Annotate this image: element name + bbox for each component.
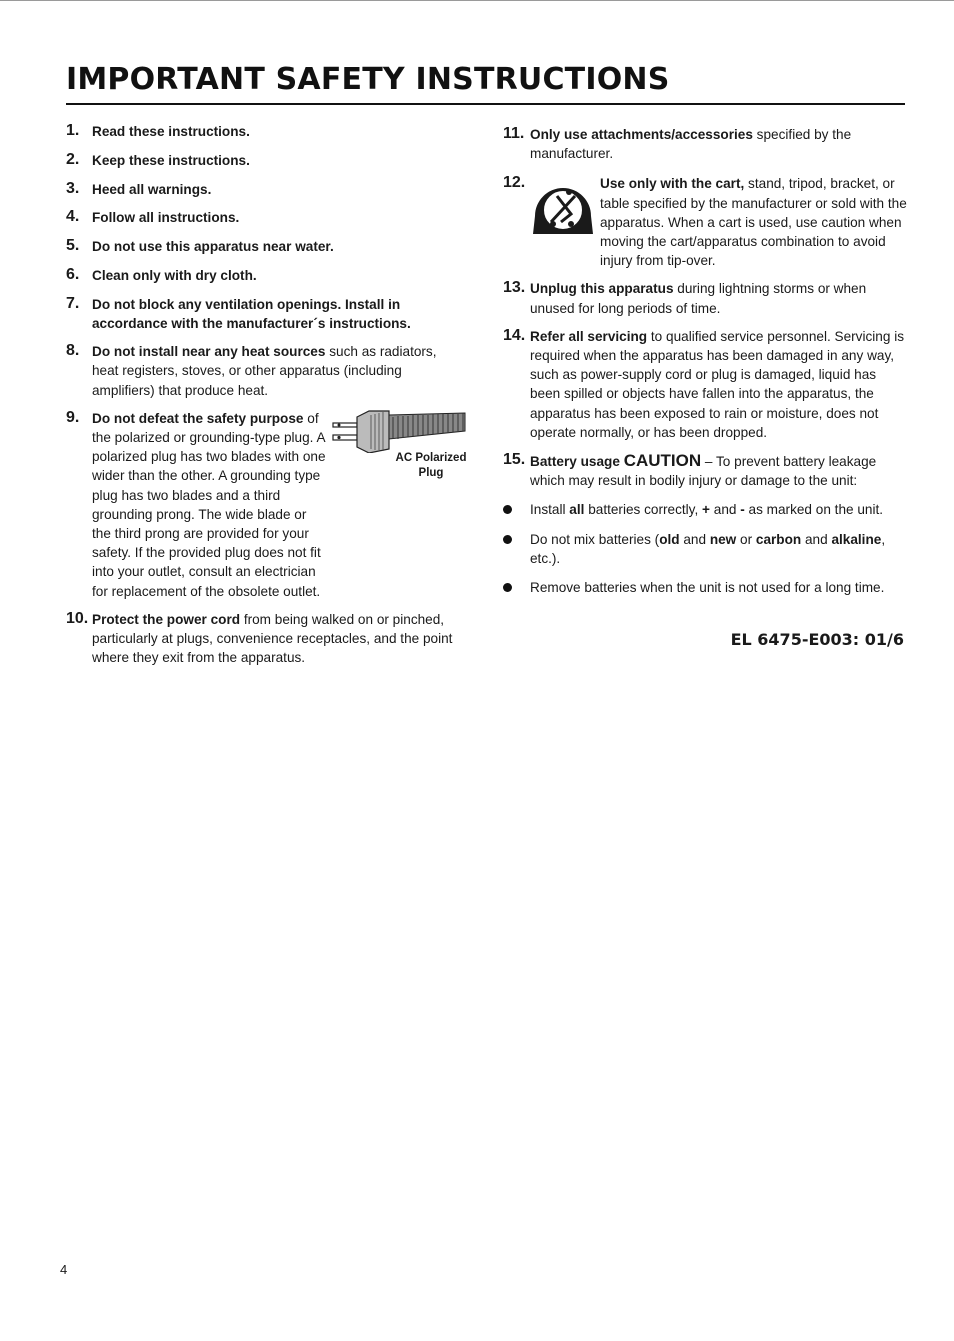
item-9-wrap-text	[92, 409, 327, 601]
battery-bullet-1	[503, 500, 907, 519]
item-12-wrap-text	[600, 174, 907, 270]
item-body-text: specified by the manufacturer.	[530, 127, 852, 162]
bullet-text: Do not mix batteries (	[530, 531, 660, 547]
plug-caption	[391, 451, 471, 481]
plug-caption-line1: AC Polarized	[395, 451, 467, 464]
instruction-item-13	[503, 279, 907, 317]
top-border-line	[0, 0, 954, 1]
item-number: 12.	[503, 174, 526, 192]
item-body-text: – To prevent battery leakage which may result in bodily injury or damage to the unit:	[530, 454, 877, 489]
item-number: 14.	[503, 326, 526, 344]
item-bold-text: Unplug this apparatus	[530, 281, 674, 297]
bullet-dot-icon	[503, 583, 512, 592]
bullet-bold-old: old	[659, 531, 680, 547]
bullet-dot-icon	[503, 535, 512, 544]
instruction-item-3	[66, 180, 466, 199]
left-column	[66, 122, 466, 667]
bullet-bold-new: new	[709, 531, 737, 547]
polarized-plug-illustration	[331, 409, 471, 479]
instruction-item-4	[66, 208, 466, 227]
instruction-item-7	[66, 295, 466, 333]
item-body-text: during lightning storms or when unused for long periods of time.	[530, 281, 867, 316]
item-bold-text: Clean only with dry cloth.	[92, 267, 257, 283]
instruction-item-14	[503, 327, 907, 442]
bullet-text: Remove batteries when the unit is not used for a long time.	[530, 580, 885, 596]
item-number: 1.	[66, 122, 80, 139]
item-number: 3.	[66, 179, 80, 197]
bullet-bold-all: all	[569, 502, 585, 518]
item-bold-text: Do not install near any heat sources	[92, 344, 326, 360]
item-body-text: from being walked on or pinched, particularly at plugs, convenience receptacles, and the point where they exit from the apparatus.	[92, 611, 453, 666]
item-number: 8.	[66, 342, 80, 360]
item-body-text: stand, tripod, bracket, or table specified by the manufacturer or sold with the apparatus. When a cart is used, use caution when moving the cart/apparatus combination to avoid injury from tip-over.	[600, 176, 907, 269]
item-number: 2.	[66, 150, 80, 168]
instruction-item-2	[66, 151, 466, 170]
item-number: 13.	[503, 279, 526, 297]
instruction-item-1	[66, 122, 466, 141]
item-body-text: to qualified service personnel. Servicing is required when the apparatus has been damaged in any way, such as power-supply cord or plug is damaged, liquid has been spilled or objects have fallen into the apparatus, the apparatus has been exposed to rain or moisture, does not operate normally, or has been dropped.	[530, 328, 905, 440]
item-bold-text: Do not block any ventilation openings. Install in accordance with the manufacturer´s instructions.	[92, 296, 411, 331]
document-code: EL 6475-E003: 01/6	[730, 630, 904, 649]
item-number: 9.	[66, 408, 80, 426]
instruction-item-11	[503, 125, 907, 163]
bullet-text: , etc.).	[530, 531, 886, 566]
bullet-text: and	[679, 531, 710, 547]
item-number: 7.	[66, 294, 80, 312]
item-bold-text: Do not use this apparatus near water.	[92, 239, 334, 255]
instruction-item-6	[66, 266, 466, 285]
bullet-text: or	[736, 531, 756, 547]
instruction-item-5	[66, 237, 466, 256]
plug-caption-line2: Plug	[418, 466, 444, 479]
instruction-item-15	[503, 451, 907, 490]
bullet-text: and	[709, 502, 741, 518]
item-number: 6.	[66, 265, 80, 283]
ac-plug-icon	[331, 409, 471, 453]
bullet-dot-icon	[503, 505, 512, 514]
item-number: 5.	[66, 237, 80, 255]
bullet-text: and	[801, 531, 832, 547]
cart-warning-illustration	[531, 174, 595, 238]
bullet-bold-alkaline: alkaline	[831, 531, 882, 547]
item-number: 15.	[503, 451, 526, 469]
item-bold-text: Heed all warnings.	[92, 181, 212, 197]
item-body-text: such as radiators, heat registers, stoves, or other apparatus (including amplifiers) that produce heat.	[92, 344, 437, 398]
cart-tip-over-icon	[531, 174, 595, 238]
page-number: 4	[60, 1262, 68, 1277]
item-bold-text: Refer all servicing	[530, 328, 648, 344]
plus-sign: +	[702, 502, 710, 518]
item-bold-text: Read these instructions.	[92, 124, 250, 139]
caution-label: CAUTION	[623, 451, 702, 471]
right-column	[503, 125, 907, 597]
title-underline	[66, 103, 905, 105]
instruction-item-12	[503, 174, 907, 270]
instruction-item-8	[66, 342, 466, 400]
item-bold-text: Follow all instructions.	[92, 210, 240, 226]
minus-sign: -	[740, 502, 745, 518]
item-number: 4.	[66, 208, 80, 226]
instruction-item-10	[66, 610, 466, 668]
battery-bullet-2	[503, 530, 907, 568]
page-title: IMPORTANT SAFETY INSTRUCTIONS	[66, 62, 670, 97]
item-bold-text: Keep these instructions.	[92, 152, 250, 168]
item-bold-text: Use only with the cart,	[600, 176, 745, 192]
item-number: 10.	[66, 609, 89, 627]
item-bold-text: Battery usage	[530, 454, 620, 470]
instruction-item-9	[66, 409, 466, 601]
bullet-text: Install	[530, 502, 570, 518]
item-bold-text: Do not defeat the safety purpose	[92, 410, 304, 426]
item-bold-text: Protect the power cord	[92, 611, 241, 627]
item-body-text: of the polarized or grounding-type plug. A polarized plug has two blades with one wider than the other. A grounding type plug has two blades and a third grounding prong. The wide blade or the third prong are provided for your safety. If the provided plug does not fit into your outlet, consult an electrician for replacement of the obsolete outlet.	[92, 410, 326, 599]
bullet-text: batteries correctly,	[584, 502, 703, 518]
item-bold-text: Only use attachments/accessories	[530, 127, 753, 142]
battery-bullet-3	[503, 578, 907, 597]
bullet-text: as marked on the unit.	[744, 502, 884, 518]
bullet-bold-carbon: carbon	[755, 531, 802, 547]
item-number: 11.	[503, 125, 525, 142]
